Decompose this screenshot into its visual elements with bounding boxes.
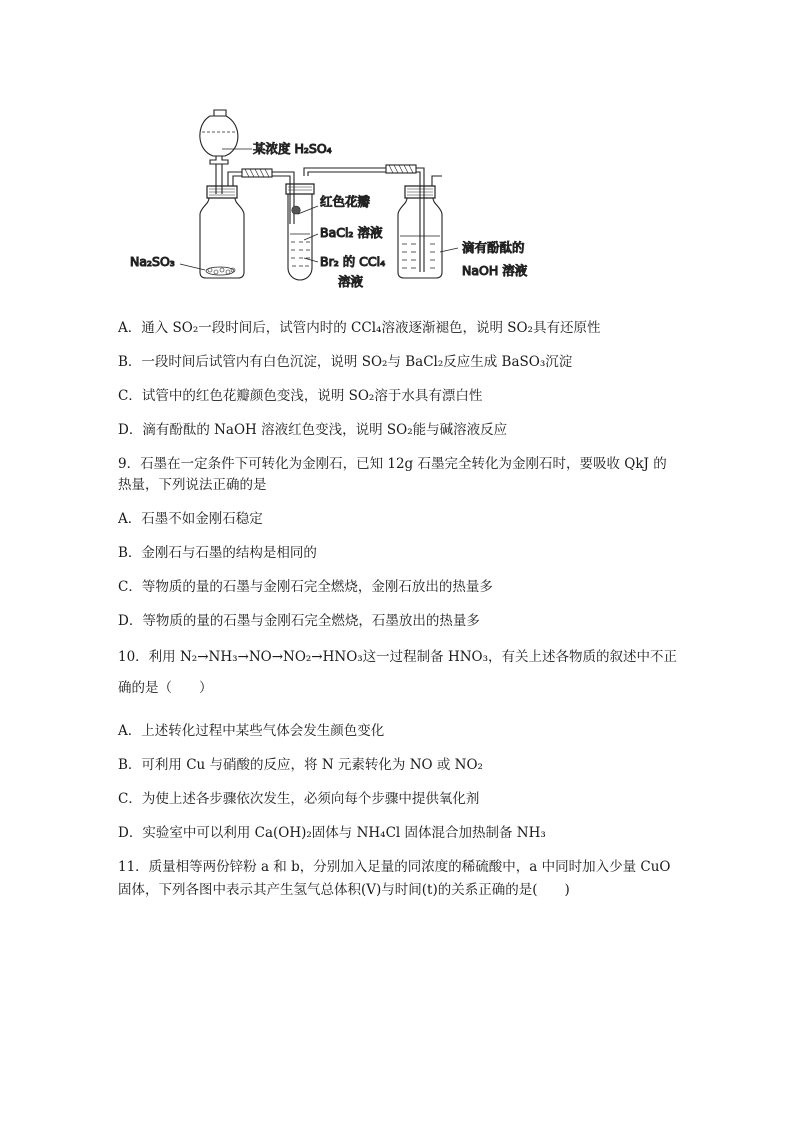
- label-acid: 某浓度 H₂SO₄: [253, 141, 332, 156]
- q8-option-d: D．滴有酚酞的 NaOH 溶液红色变浅，说明 SO₂能与碱溶液反应: [118, 422, 508, 438]
- label-petal: 红色花瓣: [320, 194, 371, 209]
- label-bacl2: BaCl₂ 溶液: [320, 225, 383, 240]
- q8-option-b: B．一段时间后试管内有白色沉淀，说明 SO₂与 BaCl₂反应生成 BaSO₃沉淀: [118, 354, 573, 370]
- q11-stem-line2: 固体，下列各图中表示其产生氢气总体积(V)与时间(t)的关系正确的是( ): [118, 882, 570, 898]
- label-flask: Na₂SO₃: [130, 254, 175, 269]
- label-br2: Br₂ 的 CCl₄: [320, 254, 386, 269]
- q9-option-b: B．金刚石与石墨的结构是相同的: [118, 545, 317, 561]
- q10-option-a: A．上述转化过程中某些气体会发生颜色变化: [118, 723, 385, 739]
- q9-stem-line2: 热量，下列说法正确的是: [118, 477, 267, 493]
- q11-stem-line1: 11．质量相等两份锌粉 a 和 b，分别加入足量的同浓度的稀硫酸中，a 中同时加入少量 CuO: [118, 859, 671, 875]
- label-naoh-line2: NaOH 溶液: [462, 263, 528, 278]
- q10-option-c: C．为使上述各步骤依次发生，必须向每个步骤中提供氧化剂: [118, 791, 480, 807]
- q10-option-b: B．可利用 Cu 与硝酸的反应，将 N 元素转化为 NO 或 NO₂: [118, 757, 483, 773]
- q10-stem-line1: 10．利用 N₂→NH₃→NO→NO₂→HNO₃这一过程制备 HNO₃，有关上述各物质的叙述中不正: [118, 649, 678, 665]
- q8-option-c: C．试管中的红色花瓣颜色变浅，说明 SO₂溶于水具有漂白性: [118, 388, 483, 404]
- label-br2-line2: 溶液: [338, 274, 364, 289]
- q9-option-d: D．等物质的量的石墨与金刚石完全燃烧，石墨放出的热量多: [118, 613, 480, 629]
- label-naoh-line1: 滴有酚酞的: [462, 240, 525, 255]
- q10-stem-line2: 确的是（ ）: [118, 680, 213, 696]
- q10-option-d: D．实验室中可以利用 Ca(OH)₂固体与 NH₄Cl 固体混合加热制备 NH₃: [118, 825, 546, 841]
- q9-option-a: A．石墨不如金刚石稳定: [118, 511, 263, 527]
- separatory-funnel: [200, 110, 238, 194]
- apparatus-diagram: [0, 0, 794, 300]
- q8-option-a: A．通入 SO₂一段时间后，试管内时的 CCl₄溶液逐渐褪色，说明 SO₂具有还原性: [118, 320, 601, 336]
- q9-stem-line1: 9．石墨在一定条件下可转化为金刚石，已知 12g 石墨完全转化为金刚石时，要吸收 QkJ 的: [118, 456, 667, 472]
- q9-option-c: C．等物质的量的石墨与金刚石完全燃烧，金刚石放出的热量多: [118, 579, 493, 595]
